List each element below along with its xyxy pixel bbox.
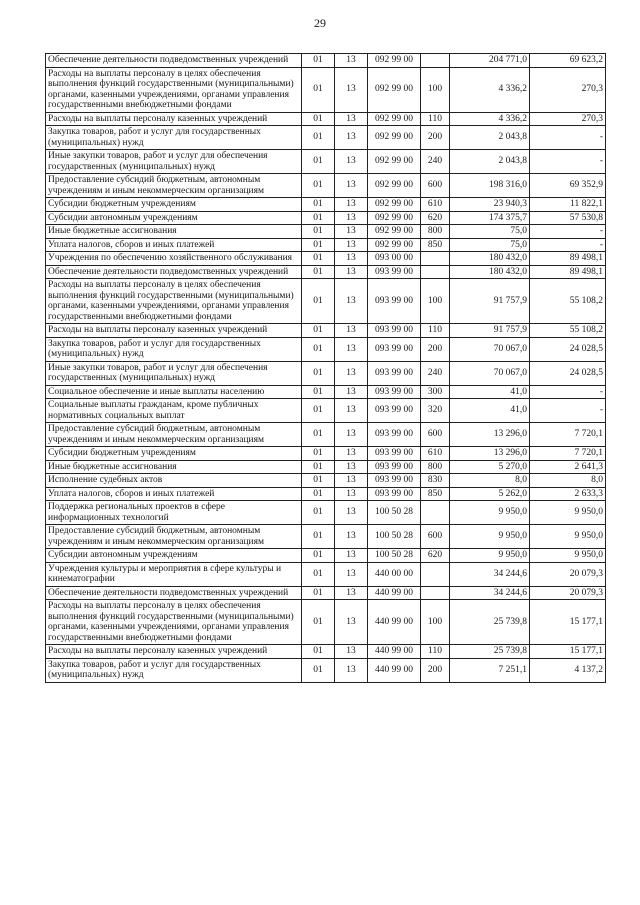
expense-type-code: 620 <box>421 549 450 563</box>
subsection-code: 13 <box>335 447 368 461</box>
section-code: 01 <box>302 525 335 549</box>
target-article-code: 093 99 00 <box>368 487 421 501</box>
expense-type-code: 830 <box>421 474 450 488</box>
target-article-code: 440 99 00 <box>368 658 421 682</box>
target-article-code: 092 99 00 <box>368 238 421 252</box>
expense-item-name: Поддержка региональных проектов в сфере информационных технологий <box>46 501 302 525</box>
budget-table-body <box>46 54 606 683</box>
subsection-code: 13 <box>335 265 368 279</box>
amount-executed: - <box>530 385 606 399</box>
amount-executed: 55 108,2 <box>530 279 606 324</box>
table-row <box>46 225 606 239</box>
table-row <box>46 198 606 212</box>
amount-planned: 2 043,8 <box>450 150 530 174</box>
section-code: 01 <box>302 562 335 586</box>
amount-executed: 15 177,1 <box>530 645 606 659</box>
subsection-code: 13 <box>335 562 368 586</box>
subsection-code: 13 <box>335 150 368 174</box>
table-row <box>46 423 606 447</box>
amount-planned: 25 739,8 <box>450 645 530 659</box>
subsection-code: 13 <box>335 211 368 225</box>
amount-executed: 69 623,2 <box>530 54 606 68</box>
expense-type-code: 300 <box>421 385 450 399</box>
subsection-code: 13 <box>335 460 368 474</box>
subsection-code: 13 <box>335 586 368 600</box>
section-code: 01 <box>302 150 335 174</box>
amount-planned: 9 950,0 <box>450 525 530 549</box>
target-article-code: 100 50 28 <box>368 549 421 563</box>
table-row <box>46 67 606 112</box>
amount-planned: 9 950,0 <box>450 501 530 525</box>
expense-item-name: Обеспечение деятельности подведомственных учреждений <box>46 265 302 279</box>
amount-planned: 7 251,1 <box>450 658 530 682</box>
subsection-code: 13 <box>335 238 368 252</box>
amount-planned: 25 739,8 <box>450 600 530 645</box>
target-article-code: 092 99 00 <box>368 67 421 112</box>
section-code: 01 <box>302 645 335 659</box>
target-article-code: 092 99 00 <box>368 150 421 174</box>
expense-type-code <box>421 252 450 266</box>
subsection-code: 13 <box>335 658 368 682</box>
amount-planned: 34 244,6 <box>450 562 530 586</box>
expense-type-code <box>421 586 450 600</box>
target-article-code: 093 99 00 <box>368 324 421 338</box>
subsection-code: 13 <box>335 279 368 324</box>
subsection-code: 13 <box>335 600 368 645</box>
amount-executed: 89 498,1 <box>530 265 606 279</box>
expense-item-name: Социальное обеспечение и иные выплаты населению <box>46 385 302 399</box>
table-row <box>46 126 606 150</box>
section-code: 01 <box>302 211 335 225</box>
amount-executed: - <box>530 399 606 423</box>
table-row <box>46 361 606 385</box>
expense-item-name: Уплата налогов, сборов и иных платежей <box>46 487 302 501</box>
subsection-code: 13 <box>335 126 368 150</box>
amount-planned: 198 316,0 <box>450 174 530 198</box>
table-row <box>46 645 606 659</box>
expense-item-name: Расходы на выплаты персоналу в целях обеспечения выполнения функций государственными (муниципальными) органами, казенными учреждениями, органами управления государственными внебюджетными фондами <box>46 67 302 112</box>
amount-executed: 69 352,9 <box>530 174 606 198</box>
subsection-code: 13 <box>335 174 368 198</box>
amount-planned: 41,0 <box>450 399 530 423</box>
table-row <box>46 525 606 549</box>
amount-executed: 57 530,8 <box>530 211 606 225</box>
section-code: 01 <box>302 174 335 198</box>
subsection-code: 13 <box>335 67 368 112</box>
amount-planned: 4 336,2 <box>450 67 530 112</box>
subsection-code: 13 <box>335 324 368 338</box>
table-row <box>46 385 606 399</box>
expense-type-code: 600 <box>421 423 450 447</box>
expense-item-name: Уплата налогов, сборов и иных платежей <box>46 238 302 252</box>
section-code: 01 <box>302 198 335 212</box>
section-code: 01 <box>302 600 335 645</box>
amount-executed: 270,3 <box>530 112 606 126</box>
expense-type-code: 600 <box>421 174 450 198</box>
table-row <box>46 501 606 525</box>
expense-item-name: Субсидии автономным учреждениям <box>46 211 302 225</box>
expense-item-name: Субсидии бюджетным учреждениям <box>46 198 302 212</box>
section-code: 01 <box>302 586 335 600</box>
table-row <box>46 238 606 252</box>
amount-planned: 70 067,0 <box>450 337 530 361</box>
subsection-code: 13 <box>335 399 368 423</box>
table-row <box>46 150 606 174</box>
amount-executed: 9 950,0 <box>530 501 606 525</box>
expense-item-name: Субсидии бюджетным учреждениям <box>46 447 302 461</box>
target-article-code: 093 99 00 <box>368 279 421 324</box>
amount-planned: 13 296,0 <box>450 423 530 447</box>
expense-item-name: Предоставление субсидий бюджетным, автономным учреждениям и иным некоммерческим организациям <box>46 174 302 198</box>
section-code: 01 <box>302 460 335 474</box>
amount-executed: - <box>530 126 606 150</box>
target-article-code: 092 99 00 <box>368 112 421 126</box>
table-row <box>46 211 606 225</box>
table-row <box>46 600 606 645</box>
expense-item-name: Расходы на выплаты персоналу в целях обеспечения выполнения функций государственными (муниципальными) органами, казенными учреждениями, органами управления государственными внебюджетными фондами <box>46 279 302 324</box>
section-code: 01 <box>302 423 335 447</box>
amount-planned: 5 270,0 <box>450 460 530 474</box>
amount-executed: 8,0 <box>530 474 606 488</box>
amount-executed: 11 822,1 <box>530 198 606 212</box>
amount-executed: 9 950,0 <box>530 525 606 549</box>
expense-item-name: Закупка товаров, работ и услуг для государственных (муниципальных) нужд <box>46 337 302 361</box>
target-article-code: 100 50 28 <box>368 525 421 549</box>
amount-executed: 2 641,3 <box>530 460 606 474</box>
amount-executed: - <box>530 238 606 252</box>
expense-item-name: Социальные выплаты гражданам, кроме публичных нормативных социальных выплат <box>46 399 302 423</box>
expense-item-name: Исполнение судебных актов <box>46 474 302 488</box>
amount-executed: 270,3 <box>530 67 606 112</box>
subsection-code: 13 <box>335 385 368 399</box>
amount-executed: - <box>530 225 606 239</box>
expense-item-name: Предоставление субсидий бюджетным, автономным учреждениям и иным некоммерческим организациям <box>46 525 302 549</box>
expense-item-name: Субсидии автономным учреждениям <box>46 549 302 563</box>
amount-executed: 2 633,3 <box>530 487 606 501</box>
amount-executed: 9 950,0 <box>530 549 606 563</box>
subsection-code: 13 <box>335 252 368 266</box>
subsection-code: 13 <box>335 487 368 501</box>
amount-planned: 34 244,6 <box>450 586 530 600</box>
section-code: 01 <box>302 54 335 68</box>
subsection-code: 13 <box>335 645 368 659</box>
expense-type-code: 110 <box>421 645 450 659</box>
subsection-code: 13 <box>335 361 368 385</box>
target-article-code: 092 99 00 <box>368 54 421 68</box>
amount-planned: 4 336,2 <box>450 112 530 126</box>
subsection-code: 13 <box>335 549 368 563</box>
expense-type-code: 100 <box>421 67 450 112</box>
section-code: 01 <box>302 447 335 461</box>
expense-type-code: 320 <box>421 399 450 423</box>
section-code: 01 <box>302 324 335 338</box>
section-code: 01 <box>302 474 335 488</box>
amount-executed: 55 108,2 <box>530 324 606 338</box>
target-article-code: 440 99 00 <box>368 645 421 659</box>
subsection-code: 13 <box>335 501 368 525</box>
subsection-code: 13 <box>335 198 368 212</box>
target-article-code: 100 50 28 <box>368 501 421 525</box>
amount-planned: 91 757,9 <box>450 279 530 324</box>
expense-type-code: 100 <box>421 279 450 324</box>
amount-planned: 8,0 <box>450 474 530 488</box>
table-row <box>46 324 606 338</box>
expense-type-code: 110 <box>421 112 450 126</box>
table-row <box>46 112 606 126</box>
target-article-code: 440 99 00 <box>368 600 421 645</box>
amount-executed: 20 079,3 <box>530 562 606 586</box>
expense-item-name: Предоставление субсидий бюджетным, автономным учреждениям и иным некоммерческим организациям <box>46 423 302 447</box>
expense-type-code: 610 <box>421 447 450 461</box>
table-row <box>46 586 606 600</box>
expense-type-code: 200 <box>421 337 450 361</box>
section-code: 01 <box>302 501 335 525</box>
amount-planned: 70 067,0 <box>450 361 530 385</box>
subsection-code: 13 <box>335 525 368 549</box>
target-article-code: 092 99 00 <box>368 211 421 225</box>
table-row <box>46 549 606 563</box>
table-row <box>46 487 606 501</box>
amount-executed: 20 079,3 <box>530 586 606 600</box>
section-code: 01 <box>302 487 335 501</box>
expense-item-name: Обеспечение деятельности подведомственных учреждений <box>46 54 302 68</box>
amount-planned: 204 771,0 <box>450 54 530 68</box>
section-code: 01 <box>302 238 335 252</box>
expense-item-name: Иные закупки товаров, работ и услуг для обеспечения государственных (муниципальных) нужд <box>46 150 302 174</box>
amount-planned: 91 757,9 <box>450 324 530 338</box>
section-code: 01 <box>302 361 335 385</box>
expense-type-code: 240 <box>421 361 450 385</box>
section-code: 01 <box>302 549 335 563</box>
expense-type-code: 620 <box>421 211 450 225</box>
expense-item-name: Закупка товаров, работ и услуг для государственных (муниципальных) нужд <box>46 658 302 682</box>
target-article-code: 092 99 00 <box>368 126 421 150</box>
target-article-code: 093 99 00 <box>368 447 421 461</box>
budget-table <box>45 53 606 683</box>
expense-item-name: Учреждения культуры и мероприятия в сфере культуры и кинематографии <box>46 562 302 586</box>
table-row <box>46 460 606 474</box>
expense-type-code: 850 <box>421 487 450 501</box>
section-code: 01 <box>302 658 335 682</box>
section-code: 01 <box>302 67 335 112</box>
expense-type-code <box>421 562 450 586</box>
expense-type-code <box>421 501 450 525</box>
expense-type-code: 800 <box>421 225 450 239</box>
target-article-code: 093 99 00 <box>368 423 421 447</box>
subsection-code: 13 <box>335 423 368 447</box>
amount-planned: 41,0 <box>450 385 530 399</box>
amount-executed: 24 028,5 <box>530 337 606 361</box>
target-article-code: 092 99 00 <box>368 174 421 198</box>
section-code: 01 <box>302 399 335 423</box>
expense-item-name: Иные бюджетные ассигнования <box>46 225 302 239</box>
table-row <box>46 474 606 488</box>
expense-type-code: 600 <box>421 525 450 549</box>
amount-planned: 180 432,0 <box>450 265 530 279</box>
amount-planned: 180 432,0 <box>450 252 530 266</box>
amount-executed: 7 720,1 <box>530 423 606 447</box>
subsection-code: 13 <box>335 54 368 68</box>
expense-item-name: Учреждения по обеспечению хозяйственного обслуживания <box>46 252 302 266</box>
table-row <box>46 447 606 461</box>
expense-type-code <box>421 54 450 68</box>
section-code: 01 <box>302 252 335 266</box>
amount-executed: 7 720,1 <box>530 447 606 461</box>
table-row <box>46 337 606 361</box>
section-code: 01 <box>302 112 335 126</box>
expense-item-name: Расходы на выплаты персоналу казенных учреждений <box>46 645 302 659</box>
amount-planned: 9 950,0 <box>450 549 530 563</box>
amount-executed: 24 028,5 <box>530 361 606 385</box>
expense-item-name: Расходы на выплаты персоналу казенных учреждений <box>46 324 302 338</box>
subsection-code: 13 <box>335 225 368 239</box>
amount-planned: 13 296,0 <box>450 447 530 461</box>
table-row <box>46 279 606 324</box>
target-article-code: 440 99 00 <box>368 586 421 600</box>
expense-item-name: Иные закупки товаров, работ и услуг для обеспечения государственных (муниципальных) нужд <box>46 361 302 385</box>
target-article-code: 093 99 00 <box>368 361 421 385</box>
amount-executed: 89 498,1 <box>530 252 606 266</box>
amount-planned: 5 262,0 <box>450 487 530 501</box>
table-row <box>46 252 606 266</box>
expense-type-code: 850 <box>421 238 450 252</box>
expense-type-code: 200 <box>421 126 450 150</box>
subsection-code: 13 <box>335 474 368 488</box>
table-row <box>46 265 606 279</box>
expense-type-code: 100 <box>421 600 450 645</box>
target-article-code: 093 00 00 <box>368 252 421 266</box>
subsection-code: 13 <box>335 337 368 361</box>
section-code: 01 <box>302 279 335 324</box>
target-article-code: 093 99 00 <box>368 385 421 399</box>
target-article-code: 093 99 00 <box>368 337 421 361</box>
amount-executed: 15 177,1 <box>530 600 606 645</box>
subsection-code: 13 <box>335 112 368 126</box>
expense-type-code: 800 <box>421 460 450 474</box>
amount-planned: 2 043,8 <box>450 126 530 150</box>
amount-executed: - <box>530 150 606 174</box>
expense-type-code <box>421 265 450 279</box>
amount-planned: 174 375,7 <box>450 211 530 225</box>
table-row <box>46 54 606 68</box>
target-article-code: 440 00 00 <box>368 562 421 586</box>
expense-item-name: Расходы на выплаты персоналу в целях обеспечения выполнения функций государственными (муниципальными) органами, казенными учреждениями, органами управления государственными внебюджетными фондами <box>46 600 302 645</box>
section-code: 01 <box>302 385 335 399</box>
amount-planned: 75,0 <box>450 225 530 239</box>
target-article-code: 092 99 00 <box>368 198 421 212</box>
target-article-code: 093 99 00 <box>368 474 421 488</box>
section-code: 01 <box>302 337 335 361</box>
amount-executed: 4 137,2 <box>530 658 606 682</box>
expense-item-name: Закупка товаров, работ и услуг для государственных (муниципальных) нужд <box>46 126 302 150</box>
expense-item-name: Иные бюджетные ассигнования <box>46 460 302 474</box>
expense-type-code: 610 <box>421 198 450 212</box>
expense-type-code: 110 <box>421 324 450 338</box>
amount-planned: 23 940,3 <box>450 198 530 212</box>
expense-item-name: Расходы на выплаты персоналу казенных учреждений <box>46 112 302 126</box>
page-number: 29 <box>314 16 326 30</box>
target-article-code: 092 99 00 <box>368 225 421 239</box>
target-article-code: 093 99 00 <box>368 399 421 423</box>
table-row <box>46 399 606 423</box>
section-code: 01 <box>302 225 335 239</box>
expense-type-code: 200 <box>421 658 450 682</box>
section-code: 01 <box>302 126 335 150</box>
table-row <box>46 174 606 198</box>
target-article-code: 093 99 00 <box>368 265 421 279</box>
section-code: 01 <box>302 265 335 279</box>
expense-item-name: Обеспечение деятельности подведомственных учреждений <box>46 586 302 600</box>
amount-planned: 75,0 <box>450 238 530 252</box>
table-row <box>46 658 606 682</box>
table-row <box>46 562 606 586</box>
target-article-code: 093 99 00 <box>368 460 421 474</box>
expense-type-code: 240 <box>421 150 450 174</box>
